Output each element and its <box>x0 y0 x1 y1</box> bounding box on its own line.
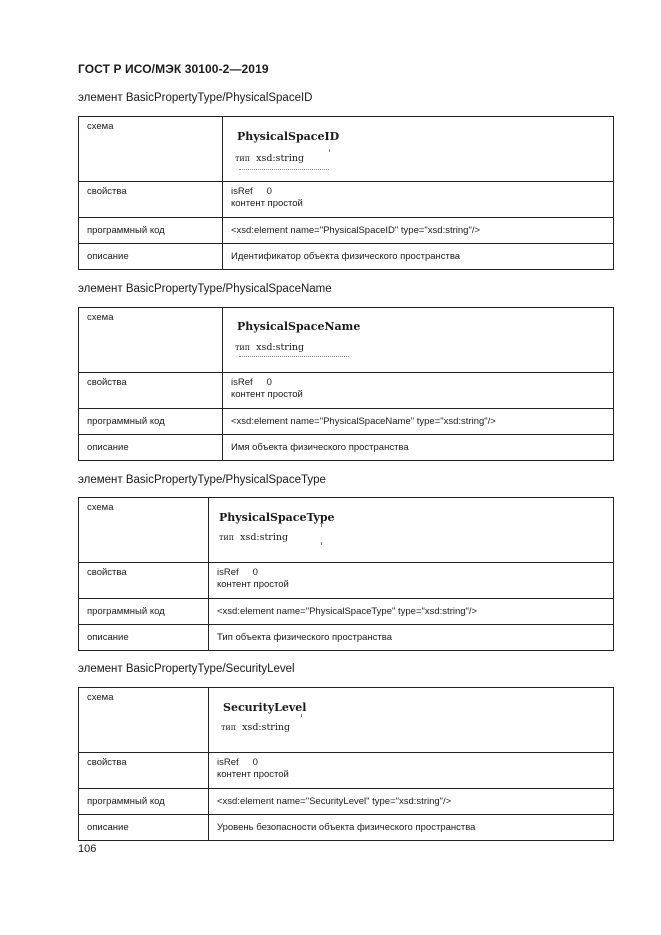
schema-element-type: тип xsd:string <box>235 153 305 164</box>
schema-tick <box>301 714 302 717</box>
schema-element-type: тип xsd:string <box>235 342 305 353</box>
row-label-description: описание <box>79 244 223 270</box>
description-cell: Уровень безопасности объекта физического пространства <box>209 815 614 841</box>
schema-element-type: тип xsd:string <box>221 722 291 733</box>
isref-label: isRef <box>231 186 253 197</box>
isref-value: 0 <box>266 377 272 388</box>
row-label-description: описание <box>79 625 209 651</box>
schema-cell <box>223 117 614 182</box>
isref-label: isRef <box>217 757 239 768</box>
row-label-schema: схема <box>79 498 209 563</box>
schema-tick <box>321 524 322 527</box>
row-label-properties: свойства <box>79 753 209 789</box>
row-label-schema: схема <box>79 117 223 182</box>
isref-value: 0 <box>252 567 258 578</box>
row-label-code: программный код <box>79 218 223 244</box>
properties-cell <box>223 182 614 218</box>
row-label-description: описание <box>79 815 209 841</box>
schema-element-name: PhysicalSpaceID <box>237 130 340 143</box>
section-title-security-level: элемент BasicPropertyType/SecurityLevel <box>78 663 295 675</box>
content-simple: контент простой <box>217 769 289 780</box>
page-number: 106 <box>78 843 97 855</box>
isref-label: isRef <box>217 567 239 578</box>
description-cell: Тип объекта физического пространства <box>209 625 614 651</box>
content-simple: контент простой <box>231 198 303 209</box>
section-title-physical-space-type: элемент BasicPropertyType/PhysicalSpaceType <box>78 474 326 486</box>
properties-cell <box>209 563 614 599</box>
schema-element-type: тип xsd:string <box>219 532 289 543</box>
row-label-schema: схема <box>79 308 223 373</box>
isref-label: isRef <box>231 377 253 388</box>
code-cell: <xsd:element name="SecurityLevel" type="xsd:string"/> <box>209 789 614 815</box>
row-label-description: описание <box>79 435 223 461</box>
content-simple: контент простой <box>231 389 303 400</box>
description-cell: Идентификатор объекта физического пространства <box>223 244 614 270</box>
schema-element-name: PhysicalSpaceType <box>219 511 335 524</box>
row-label-properties: свойства <box>79 182 223 218</box>
isref-value: 0 <box>252 757 258 768</box>
element-table-physical-space-id <box>78 116 614 270</box>
element-table-physical-space-name <box>78 307 614 461</box>
row-label-code: программный код <box>79 409 223 435</box>
schema-element-name: PhysicalSpaceName <box>237 320 361 333</box>
schema-dotted-line <box>239 356 349 357</box>
description-cell: Имя объекта физического пространства <box>223 435 614 461</box>
row-label-code: программный код <box>79 789 209 815</box>
row-label-properties: свойства <box>79 563 209 599</box>
element-table-security-level <box>78 687 614 841</box>
document-header: ГОСТ Р ИСО/МЭК 30100-2—2019 <box>78 62 269 76</box>
properties-cell <box>209 753 614 789</box>
schema-tick <box>321 542 322 545</box>
schema-dotted-line <box>239 169 329 170</box>
code-cell: <xsd:element name="PhysicalSpaceID" type="xsd:string"/> <box>223 218 614 244</box>
isref-value: 0 <box>266 186 272 197</box>
section-title-physical-space-id: элемент BasicPropertyType/PhysicalSpaceID <box>78 92 313 104</box>
schema-element-name: SecurityLevel <box>223 701 307 714</box>
schema-cell <box>209 688 614 753</box>
element-table-physical-space-type <box>78 497 614 651</box>
schema-cell <box>223 308 614 373</box>
properties-cell <box>223 373 614 409</box>
content-simple: контент простой <box>217 579 289 590</box>
schema-cell <box>209 498 614 563</box>
code-cell: <xsd:element name="PhysicalSpaceType" type="xsd:string"/> <box>209 599 614 625</box>
row-label-schema: схема <box>79 688 209 753</box>
section-title-physical-space-name: элемент BasicPropertyType/PhysicalSpaceName <box>78 283 332 295</box>
code-cell: <xsd:element name="PhysicalSpaceName" type="xsd:string"/> <box>223 409 614 435</box>
row-label-properties: свойства <box>79 373 223 409</box>
row-label-code: программный код <box>79 599 209 625</box>
schema-tick <box>329 149 330 152</box>
